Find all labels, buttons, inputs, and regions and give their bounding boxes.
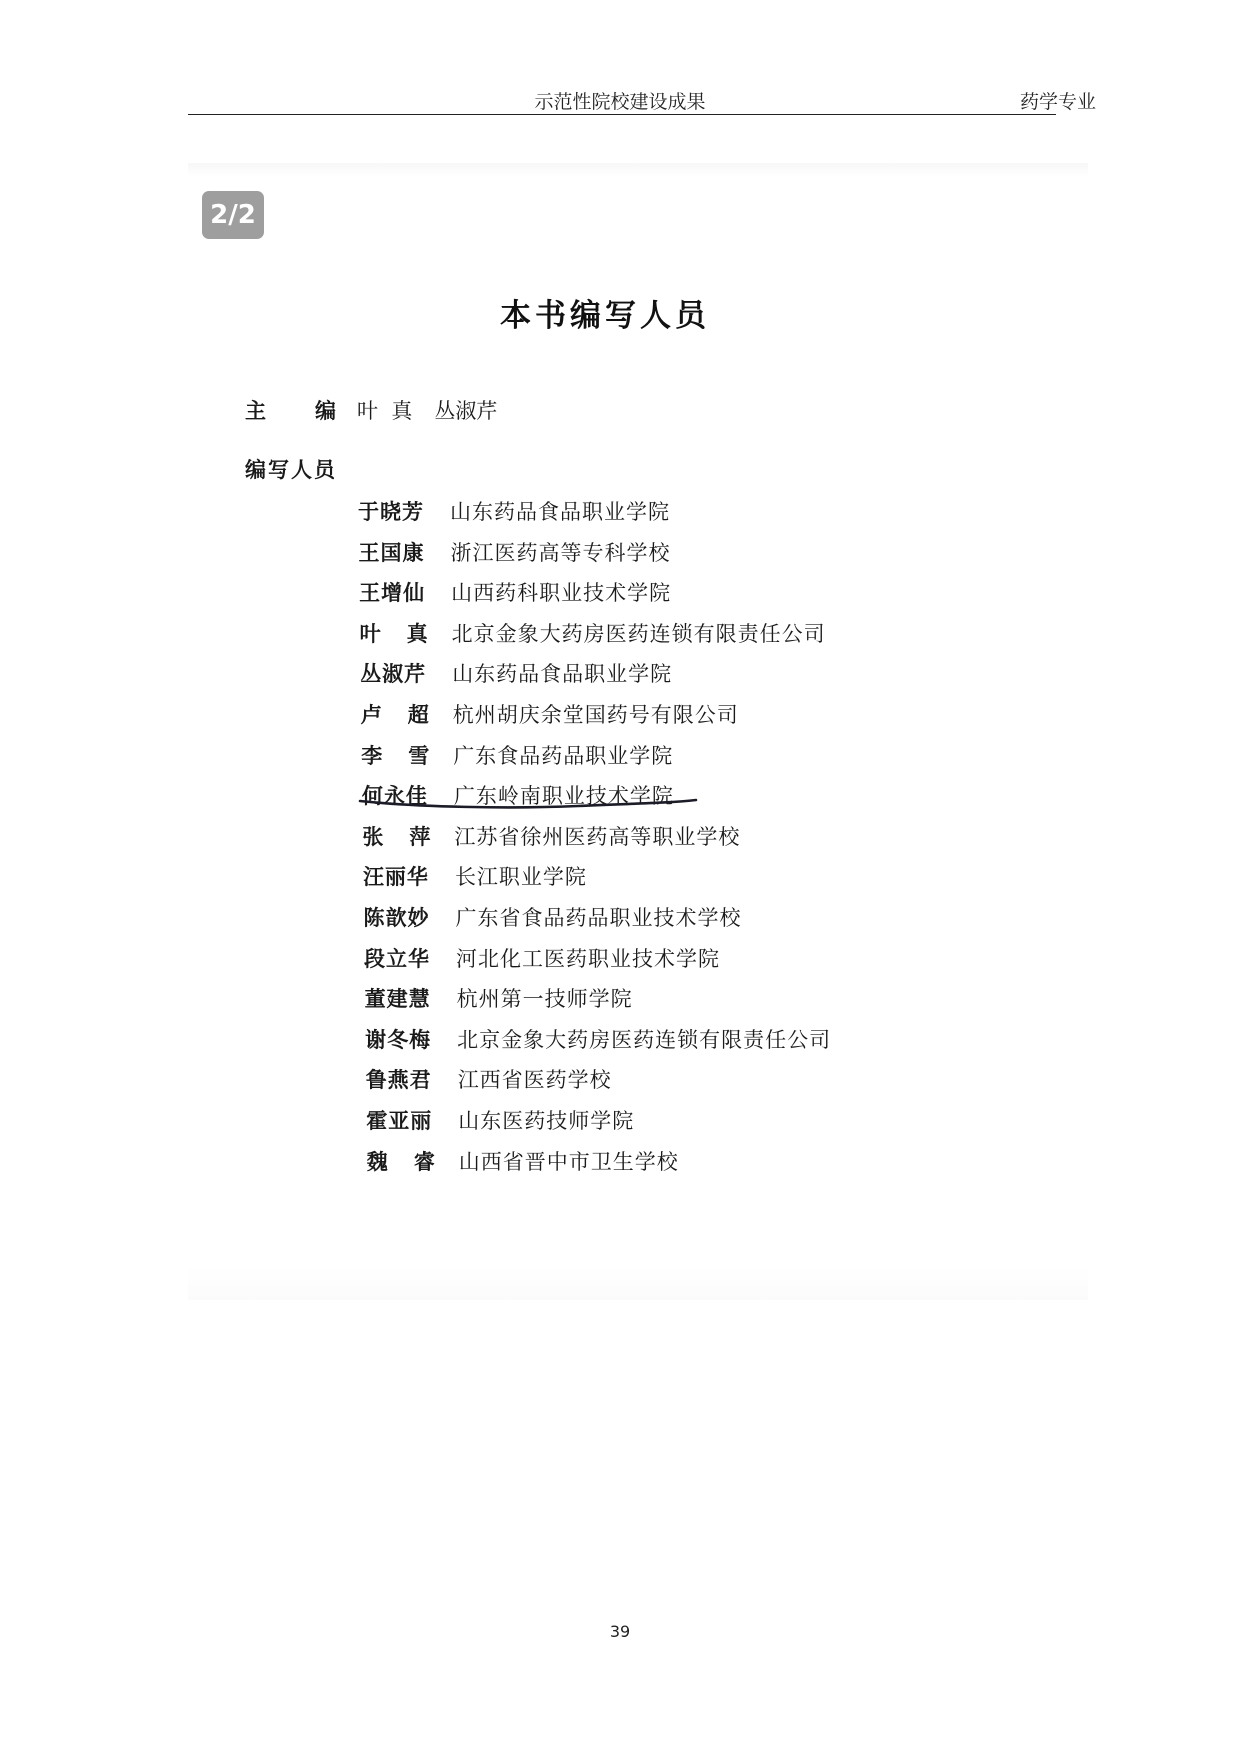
chief-label-char-2: 编 — [315, 398, 336, 423]
writer-row — [358, 496, 670, 526]
writer-name — [362, 821, 454, 851]
writer-name-part: 叶 — [359, 620, 381, 646]
writer-row — [365, 983, 633, 1013]
writer-row — [367, 1146, 679, 1176]
writer-name-part: 王增仙 — [359, 580, 426, 606]
writer-organization: 杭州胡庆余堂国药号有限公司 — [452, 703, 739, 727]
writer-name-part: 李 — [361, 742, 383, 768]
chief-editor-1: 叶 真 — [357, 399, 413, 423]
writer-organization: 北京金象大药房医药连锁有限责任公司 — [457, 1027, 832, 1052]
writer-row — [362, 821, 740, 851]
writer-name-part: 超 — [407, 702, 429, 727]
writer-row — [366, 1064, 612, 1094]
chief-editor-2: 丛淑芹 — [434, 399, 498, 423]
writer-name-part: 董建慧 — [364, 986, 431, 1012]
writer-row — [361, 699, 739, 729]
writer-organization: 山西省晋中市卫生学校 — [458, 1149, 679, 1174]
writer-name — [364, 943, 456, 973]
writer-name-part: 睿 — [413, 1148, 435, 1174]
writer-organization: 山东医药技师学院 — [458, 1109, 635, 1133]
writer-organization: 江西省医药学校 — [457, 1068, 612, 1093]
writer-name — [361, 740, 453, 770]
writer-row — [364, 943, 720, 973]
writer-organization: 北京金象大药房医药连锁有限责任公司 — [451, 621, 826, 646]
writer-name — [359, 537, 451, 567]
writer-name — [361, 699, 453, 729]
writer-row — [359, 577, 671, 607]
header-section: 药学专业 — [1020, 91, 1097, 113]
chief-editor-names — [357, 395, 519, 425]
writer-organization: 长江职业学院 — [454, 865, 587, 890]
header-title: 示范性院校建设成果 — [534, 91, 706, 113]
writer-row — [365, 1024, 831, 1054]
writer-name-part: 张 — [362, 823, 384, 849]
writer-organization: 山东药品食品职业学院 — [452, 662, 673, 687]
writer-name-part: 谢冬梅 — [365, 1026, 432, 1052]
writer-organization: 广东食品药品职业学院 — [453, 743, 674, 768]
writer-name-part: 何永佳 — [361, 783, 428, 809]
handwritten-underline — [358, 797, 698, 813]
writer-name-part: 段立华 — [364, 945, 431, 971]
writer-organization: 山东药品食品职业学院 — [450, 500, 670, 524]
writer-name — [367, 1146, 459, 1176]
writer-name-part: 于晓芳 — [358, 499, 424, 524]
chief-editor-label — [245, 395, 337, 425]
writer-name — [359, 577, 451, 607]
writer-name-part: 雪 — [408, 742, 430, 768]
writer-row — [361, 740, 673, 770]
writer-name-part: 萍 — [409, 823, 431, 849]
writer-row — [359, 537, 671, 567]
writer-name-part: 丛淑芹 — [360, 661, 427, 687]
writer-name — [360, 618, 452, 648]
writer-organization: 杭州第一技师学院 — [456, 987, 633, 1012]
chief-label-char-1: 主 — [245, 398, 266, 423]
writer-name-part: 王国康 — [358, 539, 425, 565]
writer-name — [366, 1105, 458, 1135]
document-title: 本书编写人员 — [500, 298, 710, 334]
writer-name — [358, 496, 450, 526]
writer-organization: 广东省食品药品职业技术学校 — [455, 906, 742, 930]
writer-name-part: 魏 — [366, 1148, 388, 1174]
writer-name-part: 霍亚丽 — [366, 1108, 433, 1133]
writer-organization: 广东岭南职业技术学院 — [453, 784, 674, 809]
writer-name-part: 卢 — [360, 702, 382, 727]
writer-name-part: 真 — [406, 620, 428, 646]
page-indicator-badge: 2/2 — [202, 191, 264, 239]
writer-name-part: 汪丽华 — [362, 864, 429, 890]
writer-organization: 山西药科职业技术学院 — [451, 581, 672, 606]
writer-name-part: 陈歆妙 — [363, 905, 430, 930]
writer-row — [360, 658, 672, 688]
writer-name — [360, 658, 452, 688]
writer-name — [363, 861, 455, 891]
writer-name — [365, 1024, 457, 1054]
writer-row — [363, 861, 587, 891]
writer-name — [366, 1064, 458, 1094]
writer-row — [360, 618, 826, 648]
writer-row — [364, 902, 742, 932]
writer-organization: 河北化工医药职业技术学院 — [456, 946, 721, 971]
writer-name — [365, 983, 457, 1013]
writer-name-part: 鲁燕君 — [365, 1067, 432, 1093]
writer-name — [364, 902, 456, 932]
writers-label: 编写人员 — [245, 457, 337, 482]
header-rule — [188, 114, 1056, 115]
writer-organization: 浙江医药高等专科学校 — [450, 540, 671, 565]
page-number: 39 — [609, 1622, 631, 1641]
writer-organization: 江苏省徐州医药高等职业学校 — [454, 824, 741, 849]
writer-row — [366, 1105, 634, 1135]
